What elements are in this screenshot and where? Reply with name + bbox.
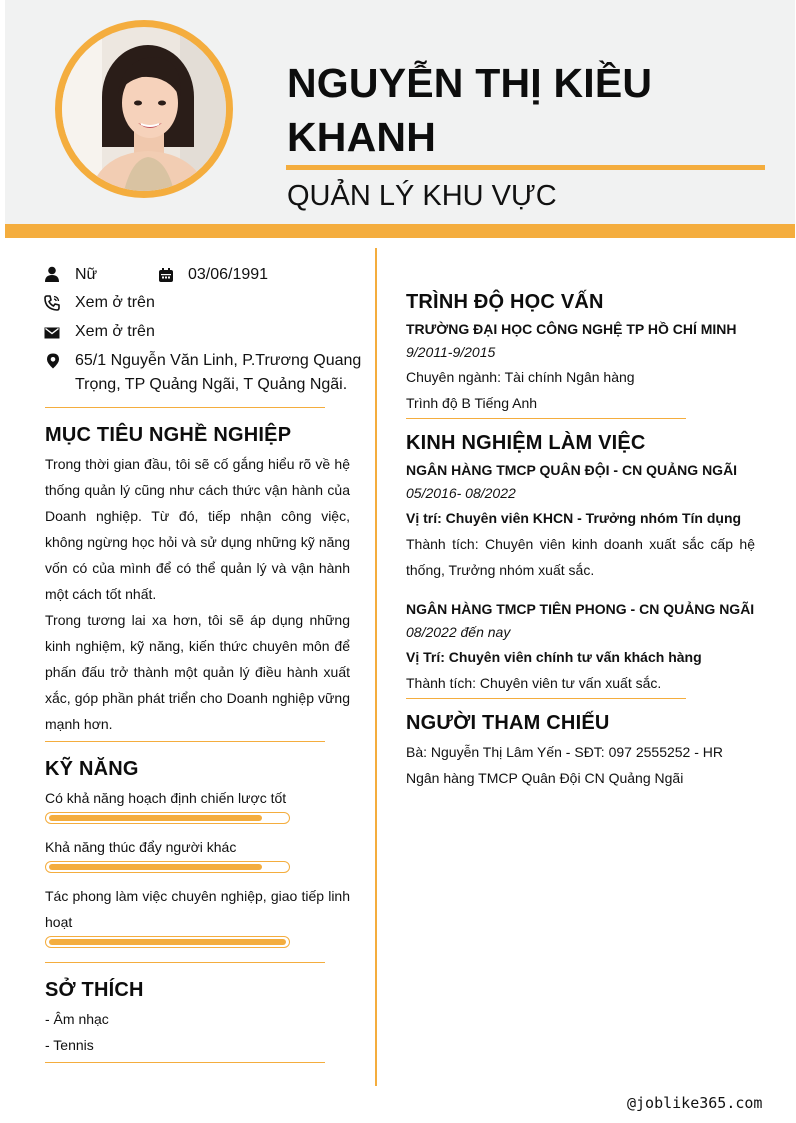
- objective-paragraph-2: Trong tương lai xa hơn, tôi sẽ áp dụng những kinh nghiệm, kỹ năng, kiến thức chuyên môn để phấn đấu trở thành một quản lý điều hành xuất xắc, góp phần phát triển cho Doanh nghiệp vững mạnh hơn.: [45, 612, 350, 732]
- objective-paragraph-1: Trong thời gian đầu, tôi sẽ cố gắng hiểu rõ về hệ thống quản lý cũng như cách thức vận hành của Doanh nghiệp. Từ đó, tiếp nhận công việc, không ngừng học hỏi và sử dụng những kỹ năng vốn có của mình để có thể quản lý và vận hành một cách tốt nhất.: [45, 456, 350, 602]
- job-period: 08/2022 đến nay: [406, 624, 511, 640]
- divider: [45, 407, 325, 408]
- hobby-item: - Âm nhạc: [45, 1011, 109, 1027]
- address-line-2: Trọng, TP Quảng Ngãi, T Quảng Ngãi.: [75, 376, 348, 393]
- footer-watermark: @joblike365.com: [627, 1094, 763, 1112]
- skill-label: Tác phong làm việc chuyên nghiệp, giao tiếp linh hoạt: [45, 888, 350, 930]
- skill-bar-fill: [49, 864, 262, 870]
- location-icon: [45, 353, 61, 369]
- job-company: NGÂN HÀNG TMCP TIÊN PHONG - CN QUẢNG NGÃI: [406, 601, 755, 617]
- column-divider: [375, 248, 377, 1086]
- phone-value: Xem ở trên: [75, 294, 155, 311]
- education-period: 9/2011-9/2015: [406, 344, 496, 360]
- job-achievement: Thành tích: Chuyên viên kinh doanh xuất sắc cấp hệ thống, Trưởng nhóm xuất sắc.: [406, 536, 755, 578]
- gender-value: Nữ: [75, 266, 98, 283]
- birthdate-value: 03/06/1991: [188, 266, 269, 283]
- education-major: Chuyên ngành: Tài chính Ngân hàng: [406, 369, 635, 385]
- divider: [45, 962, 325, 963]
- experience-title: KINH NGHIỆM LÀM VIỆC: [406, 432, 646, 454]
- job-position: Vị Trí: Chuyên viên chính tư vấn khách hàng: [406, 649, 702, 665]
- skills-title: KỸ NĂNG: [45, 758, 139, 780]
- divider: [45, 1062, 325, 1063]
- skill-label: Khả năng thúc đẩy người khác: [45, 839, 237, 855]
- divider: [45, 741, 325, 742]
- hobbies-title: SỞ THÍCH: [45, 979, 144, 1001]
- education-title: TRÌNH ĐỘ HỌC VẤN: [406, 291, 604, 313]
- header-accent-bar: [5, 224, 795, 238]
- calendar-icon: [158, 267, 174, 283]
- skill-bar: [45, 812, 290, 824]
- job-position: Vị trí: Chuyên viên KHCN - Trưởng nhóm Tín dụng: [406, 510, 742, 526]
- job-achievement: Thành tích: Chuyên viên tư vấn xuất sắc.: [406, 675, 662, 691]
- email-value: Xem ở trên: [75, 323, 155, 340]
- profile-photo: [62, 27, 226, 191]
- skill-bar: [45, 936, 290, 948]
- job-period: 05/2016- 08/2022: [406, 485, 516, 501]
- address-line-1: 65/1 Nguyễn Văn Linh, P.Trương Quang: [75, 352, 362, 369]
- job-company: NGÂN HÀNG TMCP QUÂN ĐỘI - CN QUẢNG NGÃI: [406, 462, 738, 478]
- reference-title: NGƯỜI THAM CHIẾU: [406, 712, 610, 734]
- email-icon: [44, 325, 60, 341]
- skill-label: Có khả năng hoạch định chiến lược tốt: [45, 790, 287, 806]
- objective-title: MỤC TIÊU NGHỀ NGHIỆP: [45, 424, 292, 446]
- education-english: Trình độ B Tiếng Anh: [406, 395, 538, 411]
- divider: [406, 698, 686, 699]
- user-icon: [44, 266, 60, 282]
- phone-icon: [44, 295, 60, 311]
- job-title: QUẢN LÝ KHU VỰC: [287, 180, 557, 212]
- candidate-name: NGUYỄN THỊ KIỀU KHANH: [287, 60, 653, 160]
- skill-bar-fill: [49, 939, 286, 945]
- school-name: TRƯỜNG ĐẠI HỌC CÔNG NGHỆ TP HỒ CHÍ MINH: [406, 321, 737, 337]
- hobby-item: - Tennis: [45, 1037, 94, 1053]
- reference-text: Bà: Nguyễn Thị Lâm Yến - SĐT: 097 2555252 - HR Ngân hàng TMCP Quân Đội CN Quảng Ngãi: [406, 744, 723, 786]
- skill-bar: [45, 861, 290, 873]
- skill-bar-fill: [49, 815, 262, 821]
- divider: [406, 418, 686, 419]
- name-underline: [286, 165, 765, 170]
